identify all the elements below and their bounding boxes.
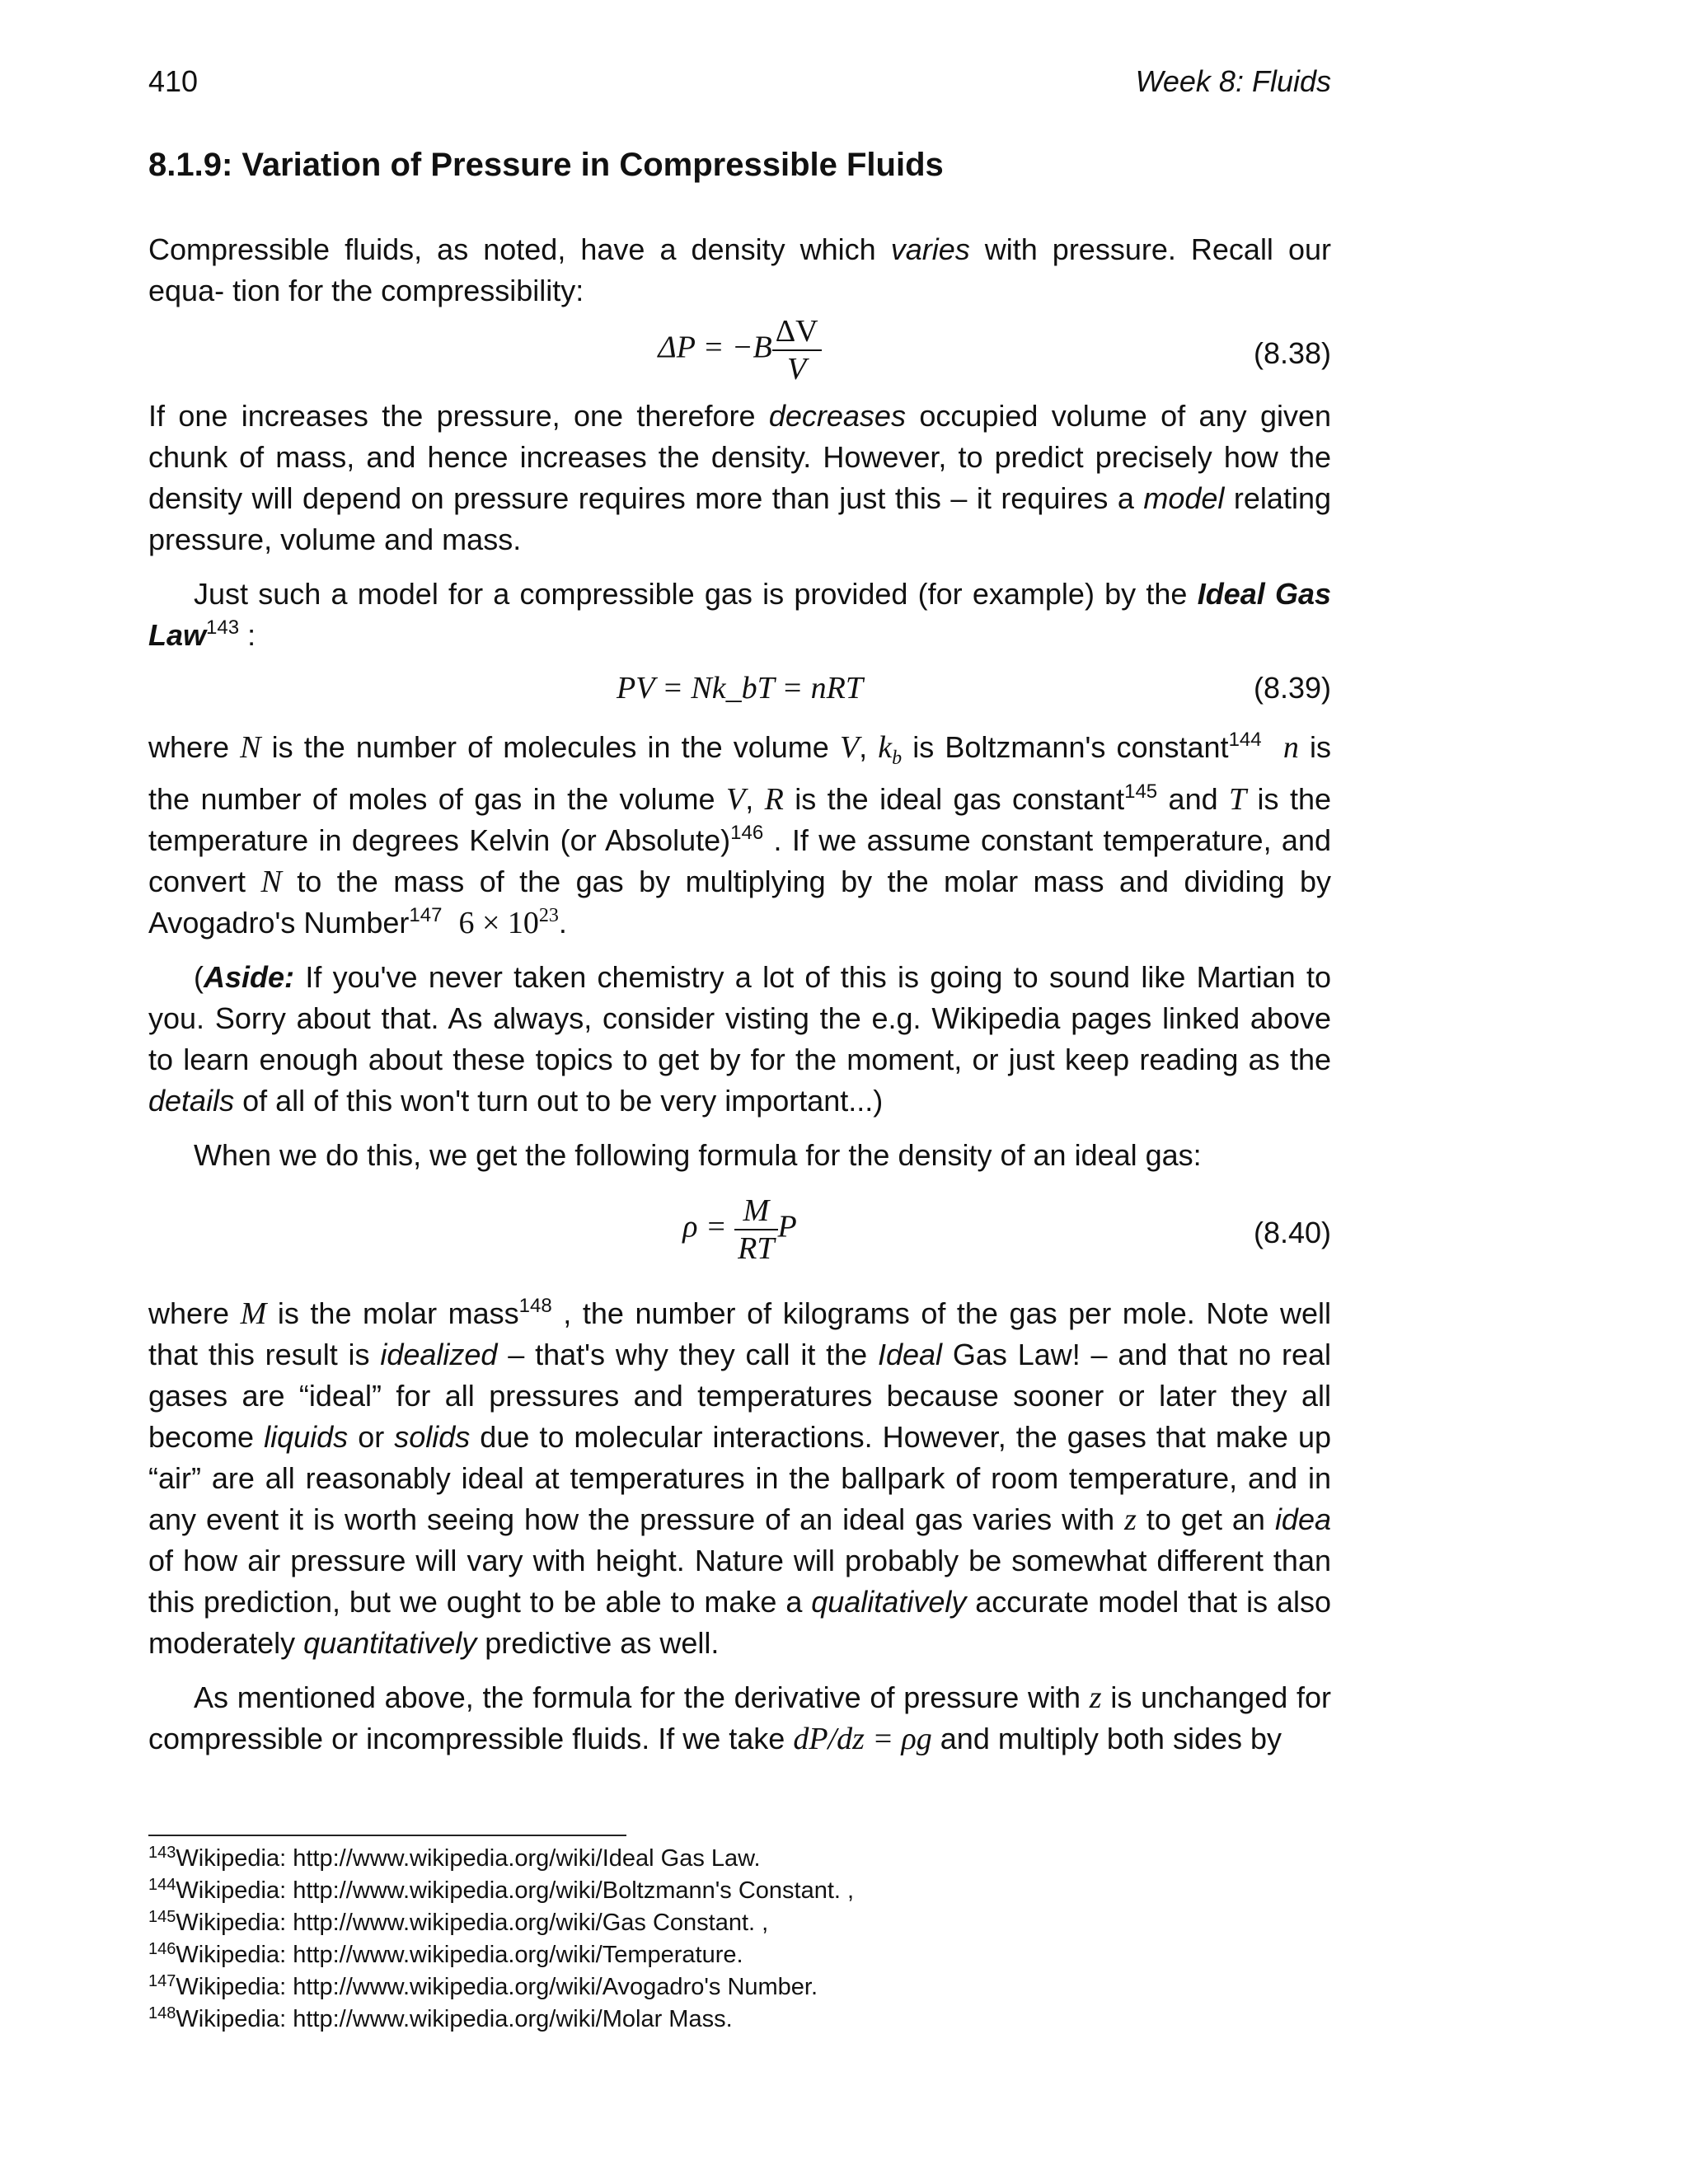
paragraph-ideal-gas-law: Just such a model for a compressible gas is provided (for example) by the Ideal Gas Law$^{143}$ : (148, 577, 1331, 652)
footnote-divider (148, 1835, 626, 1836)
equation-fraction: $\frac{\Delta V}{V}$ (772, 313, 822, 387)
paragraph-aside: (Aside: If you've never taken chemistry a lot of this is going to sound like Martian to you. Sorry about that. As always, consider visting the e.g. Wikipedia pages linked above to learn enough about these topics to get by for the moment, or just keep reading as the details of all of this won't turn out to be very important...) (148, 960, 1331, 1118)
equation-lhs: ΔP = −B (658, 330, 772, 365)
paragraph-density-intro: When we do this, we get the following formula for the density of an ideal gas: (194, 1138, 1202, 1173)
equation-8-39 (148, 656, 1331, 720)
page-number: 410 (148, 64, 199, 98)
footnote-144: $^{144}$Wikipedia: http://www.wikipedia.org/wiki/Boltzmann's Constant. , (148, 1876, 855, 1904)
term-ideal-gas-law: Ideal Gas Law (148, 577, 1331, 652)
footnote-147: $^{147}$Wikipedia: http://www.wikipedia.org/wiki/Avogadro's Number. (148, 1972, 818, 2000)
footnotes (148, 1843, 854, 2036)
equation-ideal-gas: PV = Nk_bT = nRT (616, 671, 864, 705)
section-title: 8.1.9: Variation of Pressure in Compressible Fluids (148, 147, 944, 183)
page-header (148, 64, 1331, 101)
equation-number: (8.38) (1253, 336, 1331, 370)
paragraph-derivative: As mentioned above, the formula for the derivative of pressure with z is unchanged for compressible or incompressible fluids. If we take dP/dz = ρg and multiply both sides by (148, 1680, 1332, 1757)
paragraph-compressibility: If one increases the pressure, one therefore decreases occupied volume of any given chunk of mass, and hence increases the density. However, to predict precisely how the density will depend on pressure requires more than just this – it requires a model relating pressure, volume and mass. (148, 399, 1332, 556)
paragraph-variables: where N is the number of molecules in the volume V, $k_b$ is Boltzmann's constant$^{144}$ n is the number of moles of gas in the volume V, R is the ideal gas constant$^{145}$ and T is the temperature in degrees Kelvin (or Absolute)$^{146}$ . If we assume constant temperature, and convert N to the mass of the gas by multiplying by the molar mass and dividing by Avogadro's Number$^{147}$ $6 \times 10^{23}$. (148, 729, 1332, 941)
equation-8-40: ρ = $\frac{M}{RT}$ P (8.40) (682, 1193, 1331, 1267)
equation-8-38 (148, 312, 1331, 396)
equation-number: (8.39) (1253, 671, 1331, 705)
paragraph-molar-mass: where M is the molar mass$^{148}$ , the number of kilograms of the gas per mole. Note well that this result is idealized – that's why they call it the Ideal Gas Law! – and that no real gases are “ideal” for all pressures and temperatures because sooner or later they all become liquids or solids due to molecular interactions. However, the gases that make up “air” are all reasonably ideal at temperatures in the ballpark of room temperature, and in any event it is worth seeing how the pressure of an ideal gas varies with z to get an idea of how air pressure will vary with height. Nature will probably be somewhat different than this prediction, but we ought to be able to make a qualitatively accurate model that is also moderately quantitatively predictive as well. (148, 1295, 1332, 1661)
chapter-title: Week 8: Fluids (1135, 64, 1331, 98)
footnote-145: $^{145}$Wikipedia: http://www.wikipedia.org/wiki/Gas Constant. , (148, 1908, 769, 1936)
footnote-ref-143: 143 (206, 616, 240, 639)
footnote-148: $^{148}$Wikipedia: http://www.wikipedia.org/wiki/Molar Mass. (148, 2004, 733, 2032)
equation-number: (8.40) (1253, 1216, 1331, 1250)
paragraph-intro: Compressible fluids, as noted, have a density which varies with pressure. Recall our equa- tion for the compressibility: (148, 232, 1331, 307)
body-text (148, 229, 1331, 1760)
footnote-146: $^{146}$Wikipedia: http://www.wikipedia.org/wiki/Temperature. (148, 1940, 743, 1968)
footnote-143: $^{143}$Wikipedia: http://www.wikipedia.org/wiki/Ideal Gas Law. (148, 1844, 761, 1872)
